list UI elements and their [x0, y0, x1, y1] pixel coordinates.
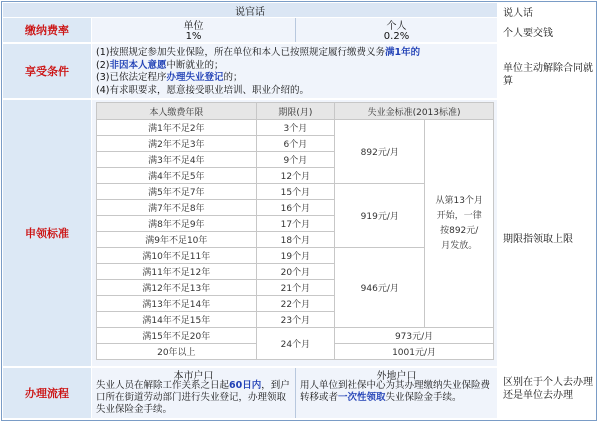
months-cell: 3个月: [256, 120, 334, 136]
years-cell: 满7年不足8年: [97, 200, 257, 216]
note-line: 从第13个月: [435, 195, 483, 206]
standard-table: [96, 102, 494, 360]
amount-cell: 973元/月: [335, 328, 494, 344]
years-cell: 满2年不足3年: [97, 136, 257, 152]
table-row: [97, 328, 494, 344]
fee-person-label: 个人: [386, 20, 407, 32]
process-label: 办理流程: [3, 368, 91, 418]
amount-cell: 892元/月: [335, 120, 425, 184]
conditions-block: [92, 44, 497, 98]
col-years: 本人缴费年限: [97, 103, 257, 120]
col-months: 期限(月): [256, 103, 334, 120]
months-cell: 22个月: [256, 296, 334, 312]
years-cell: 20年以上: [97, 344, 257, 360]
fee-block: [92, 18, 497, 42]
process-nonlocal-a: 用人单位到社保中心为其办理缴纳失业保险费转移或者: [300, 380, 491, 403]
process-local-highlight: 60日内: [229, 380, 262, 391]
months-cell: 9个月: [256, 152, 334, 168]
process-nonlocal-text: [300, 380, 494, 404]
table-row: [97, 120, 494, 136]
condition-1-text: (1)按照规定参加失业保险，所在单位和本人已按照规定履行缴费义务: [96, 47, 385, 58]
condition-3: [96, 72, 493, 85]
process-nonlocal-c: 失业保险金手续。: [385, 392, 462, 403]
amount-cell: 919元/月: [335, 184, 425, 248]
years-cell: 满9年不足10年: [97, 232, 257, 248]
months-cell: 18个月: [256, 232, 334, 248]
months-cell: 20个月: [256, 264, 334, 280]
years-cell: 满12年不足13年: [97, 280, 257, 296]
process-local-text: [96, 380, 292, 416]
condition-2: [96, 60, 493, 73]
amount-cell: 946元/月: [335, 248, 425, 328]
months-cell: 23个月: [256, 312, 334, 328]
process-local-a: 失业人员在解除工作关系之日起: [96, 380, 230, 391]
months-cell: 21个月: [256, 280, 334, 296]
years-cell: 满4年不足5年: [97, 168, 257, 184]
condition-2-num: (2): [96, 59, 110, 71]
conditions-label: 享受条件: [3, 44, 91, 98]
condition-1: [96, 47, 493, 60]
process-local-c: ，到户口所在街道劳动部门进行失业登记，办理领取失业保险金手续。: [96, 380, 290, 415]
condition-2-text: 中断就业的；: [166, 59, 224, 71]
fee-label: 缴纳费率: [3, 18, 91, 42]
amount-cell: 1001元/月: [335, 344, 494, 360]
header-official-text: 说官话: [235, 6, 265, 18]
note-line: 开始，一律: [436, 210, 482, 221]
header-official: [3, 3, 497, 17]
years-cell: 满5年不足7年: [97, 184, 257, 200]
condition-3-text: (3)已依法定程序: [96, 72, 167, 83]
fee-plain: 个人要交钱: [503, 28, 553, 39]
note-line: 按892元/: [440, 225, 479, 236]
condition-2-highlight: 非因本人意愿: [109, 59, 167, 71]
months-cell: 6个月: [256, 136, 334, 152]
condition-3-tail: 的；: [223, 72, 243, 83]
col-amount: 失业金标准(2013标准): [335, 103, 494, 120]
years-cell: 满8年不足9年: [97, 216, 257, 232]
fee-person-value: 0.2%: [383, 30, 410, 42]
standard-label: 申领标准: [3, 100, 91, 366]
condition-1-highlight: 满1年的: [384, 47, 421, 58]
conditions-plain: 单位主动解除合同就算: [503, 63, 593, 87]
months-cell: 15个月: [256, 184, 334, 200]
months-cell: 17个月: [256, 216, 334, 232]
note-cell: [425, 120, 494, 328]
header-plain: 说人话: [503, 8, 533, 19]
note-line: 月发放。: [441, 240, 478, 251]
years-cell: 满13年不足14年: [97, 296, 257, 312]
years-cell: 满10年不足11年: [97, 248, 257, 264]
years-cell: 满14年不足15年: [97, 312, 257, 328]
years-cell: 满11年不足12年: [97, 264, 257, 280]
years-cell: 满3年不足4年: [97, 152, 257, 168]
process-plain: 区别在于个人去办理还是单位去办理: [503, 377, 593, 401]
months-cell: 24个月: [256, 328, 334, 360]
standard-plain: 期限指领取上限: [503, 234, 573, 245]
fee-unit-label: 单位: [183, 20, 204, 32]
months-cell: 16个月: [256, 200, 334, 216]
condition-4: (4)有求职要求，愿意接受职业培训、职业介绍的。: [96, 84, 309, 96]
years-cell: 满15年不足20年: [97, 328, 257, 344]
process-local-title: 本市户口: [173, 370, 214, 382]
months-cell: 19个月: [256, 248, 334, 264]
years-cell: 满1年不足2年: [97, 120, 257, 136]
fee-unit-value: 1%: [185, 30, 202, 42]
process-nonlocal-title: 外地户口: [376, 370, 417, 382]
process-block: [92, 368, 497, 418]
process-nonlocal-highlight: 一次性领取: [338, 392, 386, 403]
months-cell: 12个月: [256, 168, 334, 184]
condition-3-highlight: 办理失业登记: [166, 72, 224, 83]
